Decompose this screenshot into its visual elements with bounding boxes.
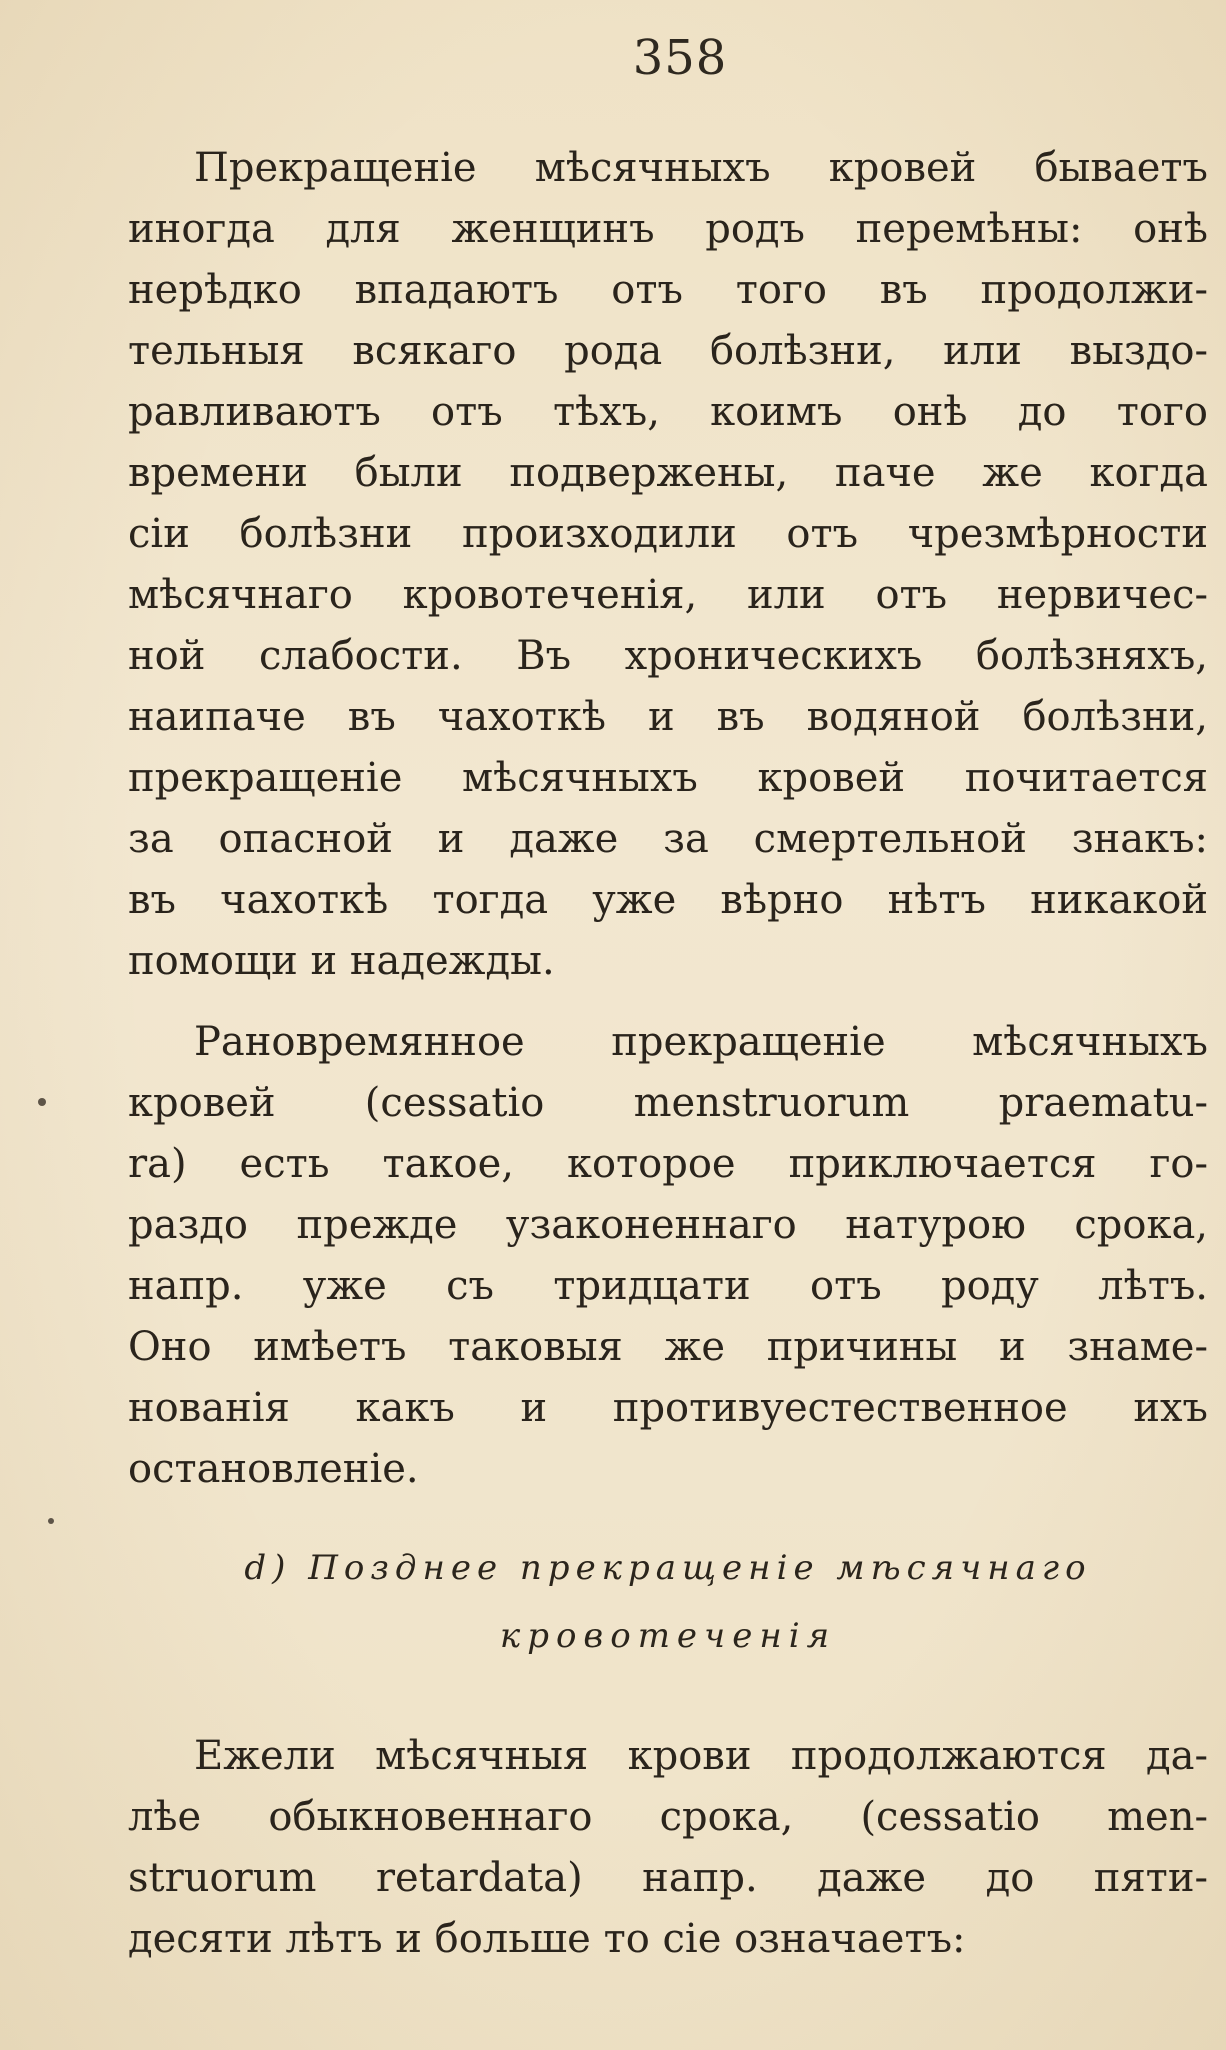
paragraph-line: помощи и надежды. (128, 938, 555, 984)
section-heading: d) Позднее прекращеніе мѣсячнаго (244, 1548, 1092, 1588)
paragraph-line: раздо прежде узаконеннаго натурою срока, (128, 1202, 1208, 1248)
paragraph-line: нерѣдко впадаютъ отъ того въ продолжи- (128, 267, 1208, 313)
paragraph-line: ra) есть такое, которое приключается го- (128, 1141, 1208, 1187)
page-number: 358 (632, 30, 728, 86)
paragraph-line: въ чахоткѣ тогда уже вѣрно нѣтъ никакой (128, 877, 1208, 923)
paragraph-line: struorum retardata) напр. даже до пяти- (128, 1855, 1208, 1901)
paragraph-line: наипаче въ чахоткѣ и въ водяной болѣзни, (128, 694, 1208, 740)
paragraph-line: тельныя всякаго рода болѣзни, или выздо- (128, 328, 1208, 374)
paragraph-line: Ежели мѣсячныя крови продолжаются да- (194, 1733, 1208, 1779)
paragraph-line: лѣе обыкновеннаго срока, (cessatio men- (128, 1794, 1208, 1840)
ink-speck (48, 1518, 54, 1524)
paragraph-line: напр. уже съ тридцати отъ роду лѣтъ. (128, 1263, 1208, 1309)
paragraph-line: за опасной и даже за смертельной знакъ: (128, 816, 1208, 862)
paragraph-1 (128, 138, 1208, 992)
paragraph-line: прекращеніе мѣсячныхъ кровей почитается (128, 755, 1208, 801)
paragraph-line: времени были подвержены, паче же когда (128, 450, 1208, 496)
paragraph-line: остановленіе. (128, 1446, 419, 1492)
paragraph-line: Прекращеніе мѣсячныхъ кровей бываетъ (194, 145, 1208, 191)
paragraph-line: десяти лѣтъ и больше то сіе означаетъ: (128, 1916, 966, 1962)
paragraph-line: кровей (cessatio menstruorum praematu- (128, 1080, 1208, 1126)
section-heading-continuation: кровотеченія (499, 1616, 837, 1656)
ink-speck (38, 1098, 46, 1106)
paragraph-line: равливаютъ отъ тѣхъ, коимъ онѣ до того (128, 389, 1208, 435)
paragraph-line: иногда для женщинъ родъ перемѣны: онѣ (128, 206, 1208, 252)
paragraph-line: нованія какъ и противуестественное ихъ (128, 1385, 1208, 1431)
paragraph-line: мѣсячнаго кровотеченія, или отъ нервичес- (128, 572, 1208, 618)
paragraph-line: Оно имѣетъ таковыя же причины и знаме- (128, 1324, 1208, 1370)
paragraph-line: Рановремянное прекращеніе мѣсячныхъ (194, 1019, 1208, 1065)
paragraph-3 (128, 1726, 1208, 1970)
paragraph-line: ной слабости. Въ хроническихъ болѣзняхъ, (128, 633, 1208, 679)
paragraph-line: сіи болѣзни произходили отъ чрезмѣрности (128, 511, 1208, 557)
paragraph-2 (128, 1012, 1208, 1500)
